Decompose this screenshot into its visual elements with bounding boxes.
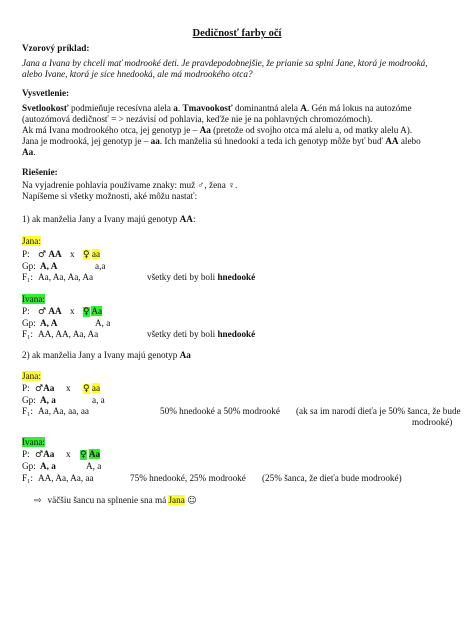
block-1-name: Jana:: [22, 236, 41, 246]
block-4-f1-label: F₁:: [22, 473, 33, 483]
block-1-result: všetky deti by boli hnedooké: [147, 272, 256, 282]
example-heading: Vzorový príklad:: [22, 43, 90, 53]
block-2-f1-values: AA, AA, Aa, Aa: [38, 329, 99, 339]
block-3-gp-label: Gp:: [22, 395, 36, 405]
block-1-male: ♂ AA: [38, 249, 62, 260]
block-4-male: ♂Aa: [35, 449, 55, 460]
document-title: Dedičnosť farby očí: [192, 28, 282, 39]
block-4-note: (25% šanca, že dieťa bude modrooké): [262, 473, 402, 483]
female-icon: ♀: [83, 250, 90, 260]
block-3-female: ♀ aa: [83, 383, 101, 394]
block-3-f1-label: F₁:: [22, 406, 33, 416]
female-icon: ♀: [83, 307, 90, 317]
block-3-gp-female: a, a: [92, 395, 105, 405]
block-1-gp-label: Gp:: [22, 261, 36, 271]
example-line-2: alebo Ivane, ktorá je síce hnedooká, ale má modrookého otca?: [22, 69, 253, 79]
male-icon: ♂: [38, 250, 47, 260]
male-icon: ♂: [38, 307, 47, 317]
block-2-result: všetky deti by boli hnedooké: [147, 329, 256, 339]
block-1-gp-female: a,a: [95, 261, 106, 271]
block-3-note: (ak sa im narodí dieťa je 50% šanca, že bude: [296, 406, 461, 416]
conclusion-line: ⇨ väčšiu šancu na splnenie sna má Jana ☺: [34, 495, 197, 506]
female-icon: ♀: [83, 384, 90, 394]
block-3-f1-values: Aa, Aa, aa, aa: [38, 406, 90, 416]
block-1-p-label: P:: [22, 249, 30, 259]
block-1-female: ♀ aa: [83, 249, 101, 260]
block-4-name: Ivana:: [22, 437, 45, 447]
block-1-cross: x: [70, 249, 75, 259]
block-3-male: ♂Aa: [35, 383, 55, 394]
male-icon: ♂: [35, 450, 44, 460]
block-4-result: 75% hnedooké, 25% modrooké: [130, 473, 246, 483]
explanation-line-1: Svetlookosť podmieňuje recesívna alela a. Tmavookosť dominantná alela A. Gén má lokus na autozóme: [22, 103, 412, 113]
block-3-result: 50% hnedooké a 50% modrooké: [160, 406, 280, 416]
block-1-gp-male: A, A: [40, 261, 58, 271]
block-4-female: ♀ Aa: [80, 449, 101, 460]
explanation-line-3: Ak má Ivana modrookého otca, jej genotyp je – Aa (pretože od svojho otca má alelu a, od matky alelu A).: [22, 125, 413, 135]
male-icon: ♂: [35, 384, 44, 394]
block-2-name: Ivana:: [22, 294, 45, 304]
explanation-line-2: (autozómová dedičnosť = > nezávisí od pohlavia, keďže nie je na pohlavných chromozómoch).: [22, 114, 373, 124]
block-4-cross: x: [66, 449, 71, 459]
female-icon: ♀: [80, 450, 87, 460]
block-3-cross: x: [66, 383, 71, 393]
explanation-heading: Vysvetlenie:: [22, 88, 70, 98]
block-2-gp-male: A, A: [40, 318, 58, 328]
block-4-gp-female: A, a: [86, 461, 102, 471]
block-2-cross: x: [70, 306, 75, 316]
block-2-gp-female: A, a: [95, 318, 111, 328]
block-2-female: ♀ Aa: [83, 306, 103, 317]
case-1-heading: 1) ak manželia Jany a Ivany majú genotyp AA:: [22, 214, 196, 224]
arrow-right-icon: ⇨: [34, 496, 42, 506]
block-4-gp-male: A, a: [40, 461, 56, 471]
solution-heading: Riešenie:: [22, 167, 58, 177]
smiley-icon: ☺: [187, 496, 197, 506]
block-3-p-label: P:: [22, 383, 30, 393]
explanation-line-5: Aa.: [22, 147, 36, 157]
block-2-gp-label: Gp:: [22, 318, 36, 328]
block-2-f1-label: F₁:: [22, 329, 33, 339]
block-4-p-label: P:: [22, 449, 30, 459]
case-2-heading: 2) ak manželia Jany a Ivany majú genotyp Aa: [22, 350, 191, 360]
block-2-p-label: P:: [22, 306, 30, 316]
block-4-gp-label: Gp:: [22, 461, 36, 471]
block-3-name: Jana:: [22, 371, 41, 381]
block-2-male: ♂ AA: [38, 306, 62, 317]
possibilities-line: Napíšeme si všetky možnosti, aké môžu nastať:: [22, 191, 198, 201]
example-line-1: Jana a Ivana by chceli mať modrooké deti. Je pravdepodobnejšie, že prianie sa splní Jane, ktorá je modrooká,: [22, 58, 428, 68]
symbols-line: Na vyjadrenie pohlavia používame znaky: muž ♂, žena ♀.: [22, 180, 238, 190]
block-4-f1-values: AA, Aa, Aa, aa: [38, 473, 94, 483]
block-3-note-cont: modrooké): [412, 417, 453, 427]
block-3-gp-male: A, a: [40, 395, 56, 405]
block-1-f1-label: F₁:: [22, 272, 33, 282]
block-1-f1-values: Aa, Aa, Aa, Aa: [38, 272, 94, 282]
explanation-line-4: Jana je modrooká, jej genotyp je – aa. Ich manželia sú hnedookí a teda ich genotyp môže byť buď AA alebo: [22, 136, 421, 146]
